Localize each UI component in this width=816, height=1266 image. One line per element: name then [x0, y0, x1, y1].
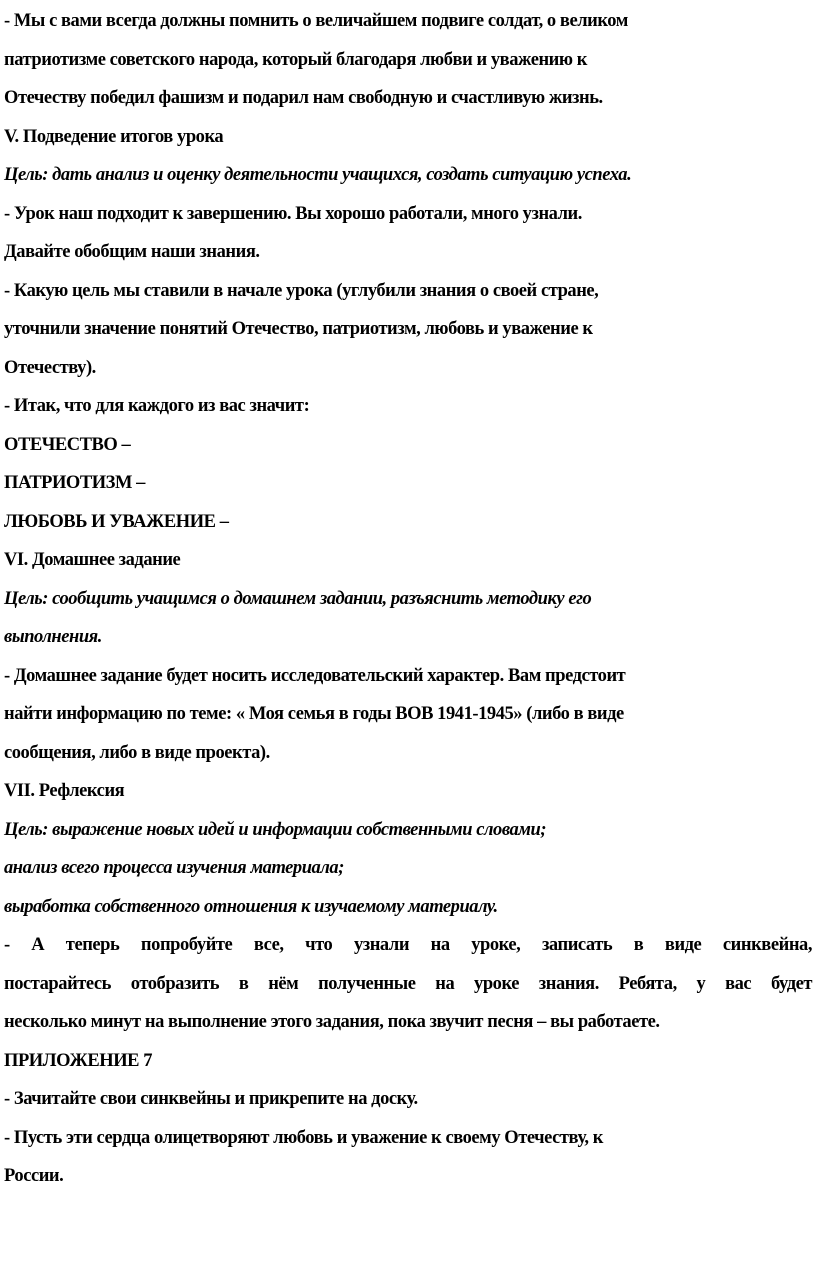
- paragraph-line: - Домашнее задание будет носить исследовательский характер. Вам предстоит: [4, 665, 626, 686]
- paragraph-line: найти информацию по теме: « Моя семья в годы ВОВ 1941-1945» (либо в виде: [4, 704, 624, 724]
- paragraph-line: постарайтесь отобразить в нём полученные на уроке знания. Ребята, у вас будет: [4, 973, 812, 994]
- term-line: ЛЮБОВЬ И УВАЖЕНИЕ –: [4, 511, 229, 532]
- paragraph-line: сообщения, либо в виде проекта).: [4, 742, 270, 763]
- paragraph-line: Отечеству).: [4, 357, 96, 378]
- paragraph-line: - Зачитайте свои синквейны и прикрепите на доску.: [4, 1089, 418, 1109]
- paragraph-line: несколько минут на выполнение этого задания, пока звучит песня – вы работаете.: [4, 1012, 660, 1032]
- paragraph-line: Давайте обобщим наши знания.: [4, 242, 260, 262]
- section-heading: VII. Рефлексия: [4, 781, 125, 801]
- term-line: ОТЕЧЕСТВО –: [4, 434, 131, 455]
- goal-line: анализ всего процесса изучения материала;: [4, 858, 344, 878]
- paragraph-line: - Урок наш подходит к завершению. Вы хорошо работали, много узнали.: [4, 203, 582, 224]
- paragraph-line: уточнили значение понятий Отечество, патриотизм, любовь и уважение к: [4, 319, 593, 339]
- goal-line: Цель: выражение новых идей и информации собственными словами;: [4, 819, 547, 840]
- paragraph-line: патриотизме советского народа, который благодаря любви и уважению к: [4, 49, 587, 70]
- term-line: ПАТРИОТИЗМ –: [4, 473, 145, 493]
- section-heading: V. Подведение итогов урока: [4, 126, 224, 147]
- paragraph-line: - Какую цель мы ставили в начале урока (углубили знания о своей стране,: [4, 280, 599, 301]
- goal-line: Цель: дать анализ и оценку деятельности учащихся, создать ситуацию успеха.: [4, 165, 632, 185]
- paragraph-line: - А теперь попробуйте все, что узнали на уроке, записать в виде синквейна,: [4, 935, 812, 955]
- appendix-heading: ПРИЛОЖЕНИЕ 7: [4, 1050, 153, 1071]
- section-heading: VI. Домашнее задание: [4, 550, 181, 570]
- paragraph-line: - Мы с вами всегда должны помнить о величайшем подвиге солдат, о великом: [4, 11, 628, 31]
- paragraph-line: Отечеству победил фашизм и подарил нам свободную и счастливую жизнь.: [4, 88, 603, 108]
- paragraph-line: - Итак, что для каждого из вас значит:: [4, 396, 310, 416]
- paragraph-line: России.: [4, 1166, 64, 1186]
- goal-line: выработка собственного отношения к изучаемому материалу.: [4, 896, 498, 917]
- paragraph-line: - Пусть эти сердца олицетворяют любовь и уважение к своему Отечеству, к: [4, 1127, 603, 1148]
- goal-line: выполнения.: [4, 627, 102, 647]
- goal-line: Цель: сообщить учащимся о домашнем задании, разъяснить методику его: [4, 588, 592, 609]
